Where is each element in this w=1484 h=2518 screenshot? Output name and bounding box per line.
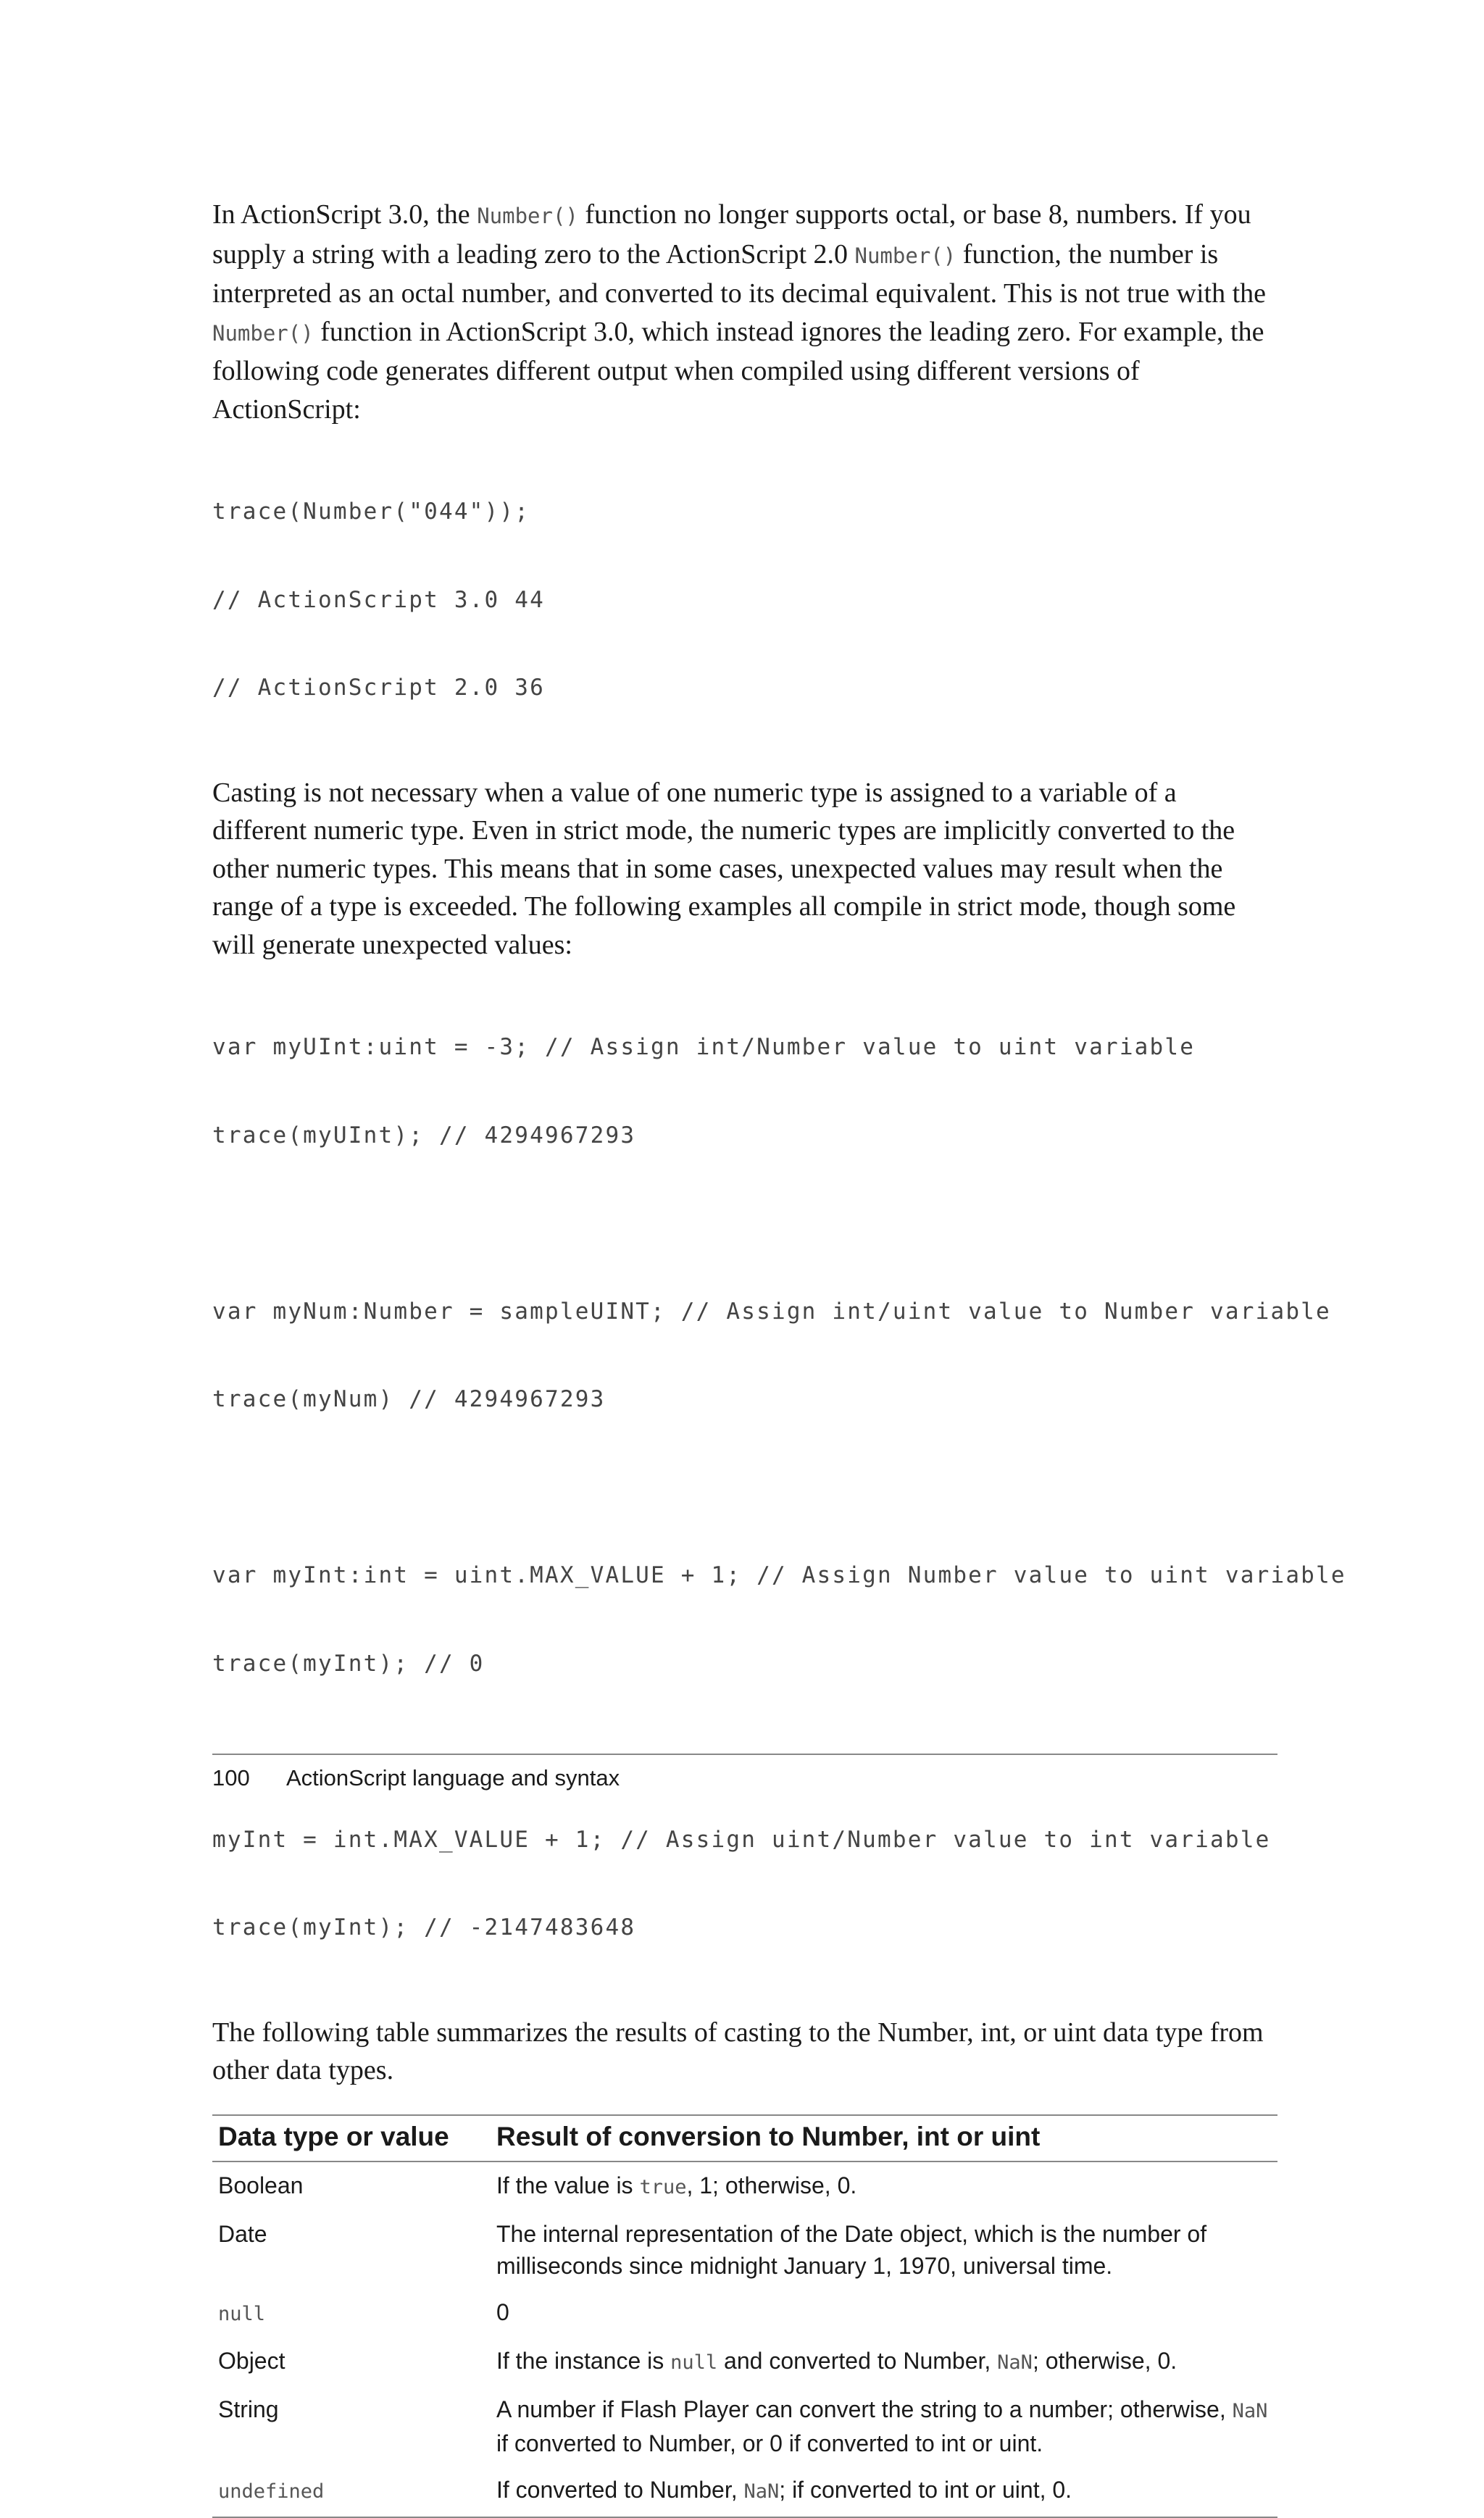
inline-code: Number(): [477, 204, 578, 228]
code-line: var myInt:int = uint.MAX_VALUE + 1; // Assign Number value to uint variable: [212, 1562, 1346, 1588]
code-block-casting: [212, 974, 1346, 2001]
code-line: myInt = int.MAX_VALUE + 1; // Assign uint/Number value to int variable: [212, 1826, 1271, 1853]
text-span: ; if converted to int or uint, 0.: [779, 2476, 1072, 2503]
text-span: In ActionScript 3.0, the: [212, 199, 478, 230]
text-span: If the instance is: [496, 2347, 671, 2374]
table-cell-type: [212, 2467, 491, 2517]
text-span: , 1; otherwise, 0.: [686, 2172, 857, 2198]
code-line: trace(myNum) // 4294967293: [212, 1386, 606, 1412]
inline-code: undefined: [218, 2480, 325, 2503]
inline-code: NaN: [1232, 2399, 1268, 2422]
text-span: ; otherwise, 0.: [1032, 2347, 1177, 2374]
text-span: and converted to Number,: [717, 2347, 998, 2374]
table-cell-result: [491, 2467, 1277, 2517]
table-cell-result: [491, 2161, 1277, 2211]
table-cell-result: The internal representation of the Date object, which is the number of milliseconds since midnight January 1, 1970, universal time.: [496, 2220, 1207, 2279]
table-row: [212, 2338, 1277, 2386]
code-line: // ActionScript 3.0 44: [212, 586, 545, 613]
inline-code: NaN: [997, 2351, 1033, 2374]
table-cell-type: Boolean: [218, 2172, 304, 2198]
table-cell-result: 0: [496, 2298, 509, 2325]
code-line: trace(myUInt); // 4294967293: [212, 1122, 636, 1148]
page-number: 100: [212, 1765, 250, 1790]
table-row: [212, 2467, 1277, 2517]
table-cell-type: Date: [218, 2220, 267, 2247]
code-line: var myUInt:uint = -3; // Assign int/Number value to uint variable: [212, 1034, 1196, 1060]
paragraph-table-intro: The following table summarizes the results of casting to the Number, int, or uint data type from other data types.: [212, 2017, 1264, 2085]
table-cell-type: Object: [218, 2347, 285, 2374]
text-span: A number if Flash Player can convert the string to a number; otherwise,: [496, 2396, 1233, 2422]
paragraph-number-octal: [212, 196, 1277, 428]
code-line: trace(myInt); // 0: [212, 1650, 485, 1677]
code-line: var myNum:Number = sampleUINT; // Assign int/uint value to Number variable: [212, 1298, 1331, 1325]
text-span: If the value is: [496, 2172, 640, 2198]
code-line: trace(Number("044"));: [212, 499, 530, 525]
inline-code: Number(): [212, 320, 314, 346]
code-line: // ActionScript 2.0 36: [212, 675, 545, 701]
page-footer: [212, 1765, 620, 1791]
inline-code: null: [670, 2351, 718, 2374]
text-span: function in ActionScript 3.0, which instead ignores the leading zero. For example, the following code generates different output when compiled using different versions of ActionScript:: [212, 316, 1264, 425]
table-header-cell: Data type or value: [212, 2115, 491, 2161]
text-span: function, the number is interpreted as an octal number, and converted to its decimal equivalent. This is not true with the: [212, 238, 1267, 309]
inline-code: true: [639, 2175, 687, 2198]
table-row: [212, 2211, 1277, 2289]
code-line: trace(myInt); // -2147483648: [212, 1914, 636, 1940]
text-span: If converted to Number,: [496, 2476, 744, 2503]
code-blank-line: [212, 1209, 1277, 1238]
inline-code: NaN: [743, 2480, 780, 2503]
table-header-row: [212, 2115, 1277, 2161]
table-row: [212, 2386, 1277, 2467]
table-header-cell: Result of conversion to Number, int or uint: [491, 2115, 1277, 2161]
code-block-octal: [212, 438, 1277, 762]
code-blank-line: [212, 1473, 1277, 1503]
conversion-table: [212, 2114, 1277, 2518]
code-blank-line: [212, 1737, 1277, 1767]
table-cell-type: [212, 2289, 491, 2338]
inline-code: Number(): [854, 243, 956, 268]
footer-section-title: ActionScript language and syntax: [286, 1765, 620, 1790]
inline-code: null: [218, 2302, 266, 2325]
paragraph-casting: Casting is not necessary when a value of one numeric type is assigned to a variable of a different numeric type. Even in strict mode, the numeric types are implicitly converted to the other numeric types. This means that in some cases, unexpected values may result when the range of a type is exceeded. The following examples all compile in strict mode, though some will generate unexpected values:: [212, 777, 1236, 960]
text-span: if converted to Number, or 0 if converted to int or uint.: [496, 2430, 1043, 2456]
table-cell-type: String: [218, 2396, 279, 2422]
table-row: [212, 2161, 1277, 2211]
footer-divider: [212, 1754, 1277, 1755]
page-content: [212, 196, 1346, 2518]
table-cell-result: [491, 2386, 1277, 2467]
table-row: [212, 2289, 1277, 2338]
table-cell-result: [491, 2338, 1277, 2386]
text-span: function no longer supports octal, or base 8, numbers. If you supply a string with a leading zero to the ActionScript 2.0: [212, 199, 1251, 270]
